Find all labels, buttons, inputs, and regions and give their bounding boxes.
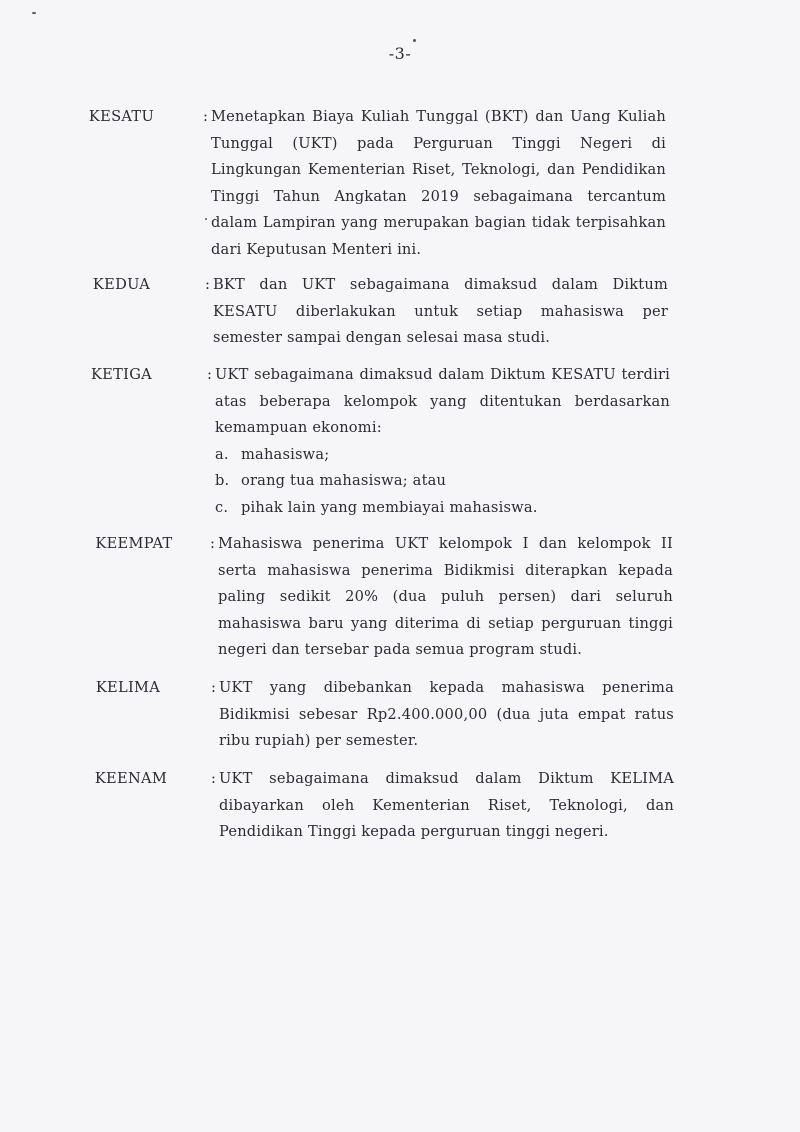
list-marker: b.: [215, 472, 230, 489]
article-colon: :: [207, 366, 212, 383]
article-text: Mahasiswa penerima UKT kelompok I dan kelompok II serta mahasiswa penerima Bidikmisi diterapkan kepada paling sedikit 20% (dua puluh persen) dari seluruh mahasiswa baru yang diterima di setiap perguruan tinggi negeri dan tersebar pada semua program studi.: [218, 535, 673, 658]
article-label: KEENAM: [94, 770, 168, 787]
article-body: [219, 766, 674, 846]
article-list: [215, 442, 670, 522]
list-item: [215, 442, 670, 469]
article-label: KELIMA: [95, 679, 161, 696]
article-label: KEEMPAT: [95, 535, 173, 552]
article-text: Menetapkan Biaya Kuliah Tunggal (BKT) dan Uang Kuliah Tunggal (UKT) pada Perguruan Tinggi Negeri di Lingkungan Kementerian Riset, Teknologi, dan Pendidikan Tinggi Tahun Angkatan 2019 sebagaimana tercantum dalam Lampiran yang merupakan bagian tidak terpisahkan dari Keputusan Menteri ini.: [211, 108, 666, 258]
article-text: BKT dan UKT sebagaimana dimaksud dalam Diktum KESATU diberlakukan untuk setiap mahasiswa per semester sampai dengan selesai masa studi.: [213, 276, 668, 346]
article-text: UKT sebagaimana dimaksud dalam Diktum KELIMA dibayarkan oleh Kementerian Riset, Teknologi, dan Pendidikan Tinggi kepada perguruan tinggi negeri.: [219, 770, 674, 840]
list-item: [215, 468, 670, 495]
article-colon: :: [211, 679, 216, 696]
speck-left-margin: [205, 218, 207, 220]
article-body: [219, 675, 674, 755]
speck-top-center: [413, 39, 416, 42]
article-label: KESATU: [88, 108, 155, 125]
article-body: [215, 362, 670, 521]
article-label: KEDUA: [92, 276, 151, 293]
list-marker: a.: [215, 445, 229, 463]
article-text: UKT yang dibebankan kepada mahasiswa penerima Bidikmisi sebesar Rp2.400.000,00 (dua juta empat ratus ribu rupiah) per semester.: [219, 679, 674, 749]
list-item: [215, 495, 670, 522]
article-label: KETIGA: [90, 366, 153, 383]
list-item-text: pihak lain yang membiayai mahasiswa.: [241, 498, 538, 516]
list-item-text: mahasiswa;: [241, 445, 330, 463]
list-item-text: orang tua mahasiswa; atau: [241, 472, 447, 489]
list-marker: c.: [215, 498, 229, 516]
article-colon: :: [205, 276, 210, 293]
page-number: -3-: [388, 44, 412, 63]
article-colon: :: [203, 108, 208, 125]
speck-top-left: [32, 12, 36, 14]
article-colon: :: [210, 535, 215, 552]
article-body: [218, 531, 673, 664]
article-body: [211, 104, 666, 263]
article-colon: :: [211, 770, 216, 787]
article-body: [213, 272, 668, 352]
article-text: UKT sebagaimana dimaksud dalam Diktum KESATU terdiri atas beberapa kelompok yang ditentukan berdasarkan kemampuan ekonomi:: [215, 366, 670, 436]
